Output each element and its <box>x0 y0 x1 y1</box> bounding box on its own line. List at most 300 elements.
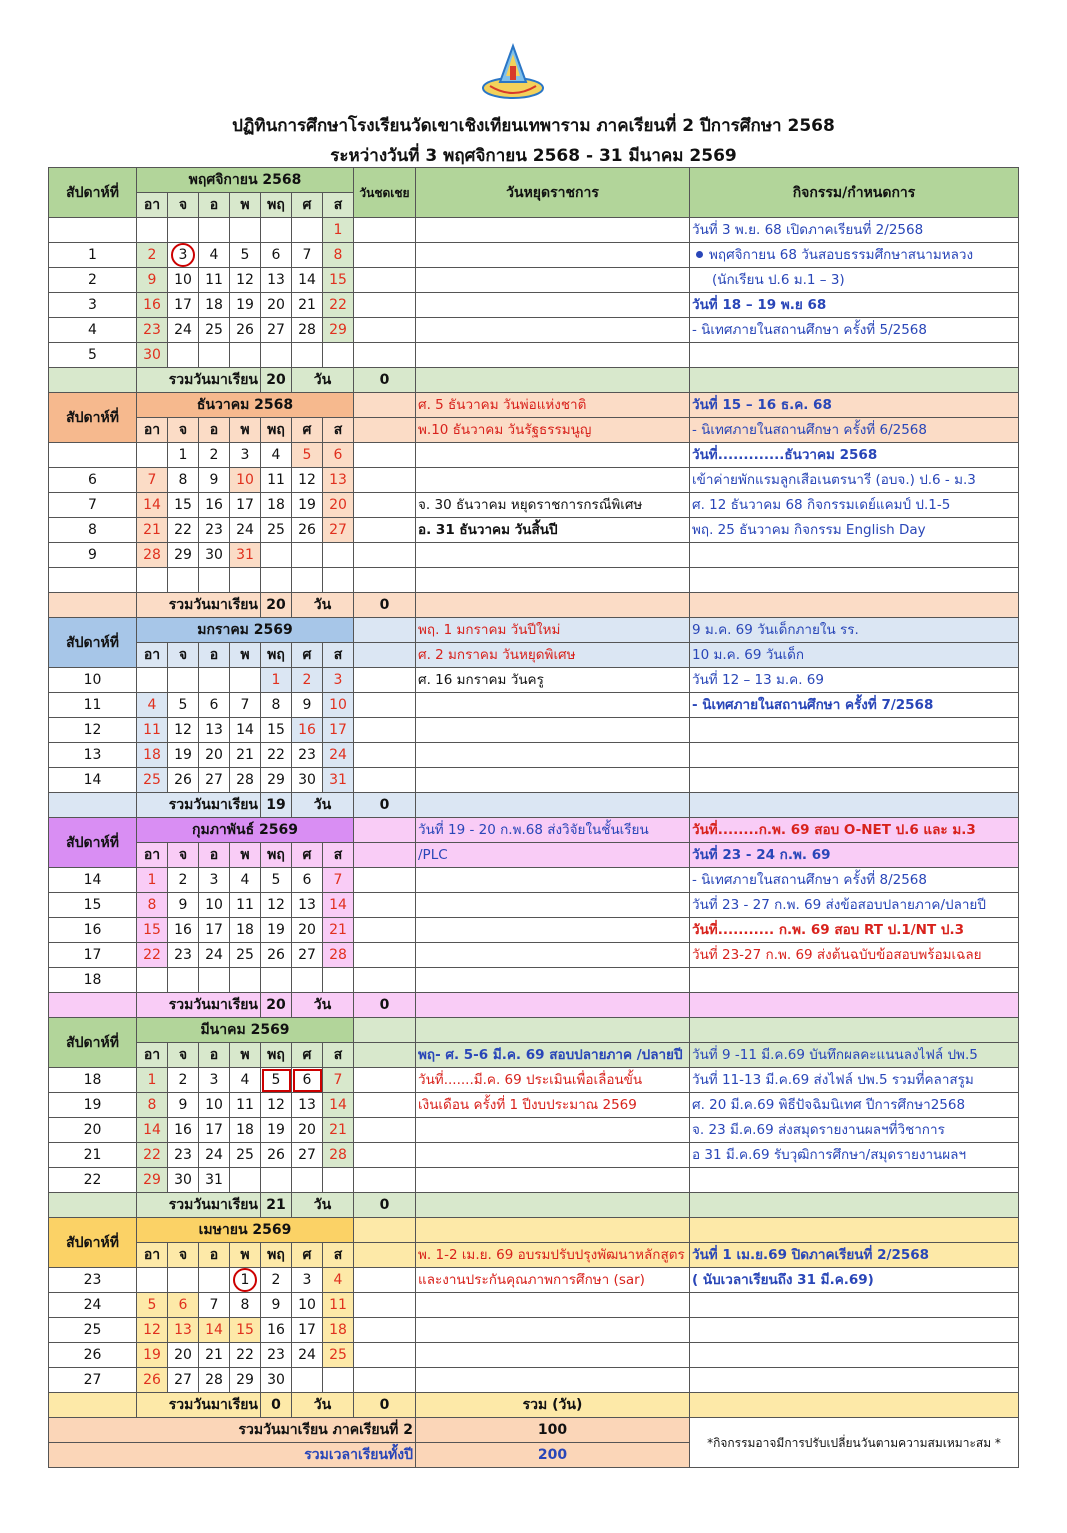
day-name: อ <box>199 1243 230 1268</box>
day-name: พฤ <box>261 418 292 443</box>
activity-text <box>690 1343 1019 1368</box>
activity-text: วันที่........ก.พ. 69 สอบ O-NET ป.6 และ ม.3 <box>690 818 1019 843</box>
date-cell: 11 <box>137 718 168 743</box>
sum-unit: วัน <box>292 993 354 1018</box>
date-cell: 5 <box>230 243 261 268</box>
date-cell <box>168 243 199 268</box>
date-cell: 10 <box>323 693 354 718</box>
date-cell: 25 <box>230 943 261 968</box>
date-cell: 3 <box>230 443 261 468</box>
date-cell: 10 <box>230 468 261 493</box>
date-cell <box>323 343 354 368</box>
week-row <box>49 868 1019 893</box>
day-name: จ <box>168 843 199 868</box>
date-cell: 30 <box>261 1368 292 1393</box>
date-cell <box>230 568 261 593</box>
date-cell: 14 <box>199 1318 230 1343</box>
holiday-text <box>416 893 690 918</box>
activity-text: วันที่ 1 เม.ย.69 ปิดภาคเรียนที่ 2/2568 <box>690 1243 1019 1268</box>
day-name: ส <box>323 1043 354 1068</box>
sum-value: 21 <box>261 1193 292 1218</box>
week-number: 26 <box>49 1343 137 1368</box>
date-cell: 28 <box>292 318 323 343</box>
holiday-text: ศ. 16 มกราคม วันครู <box>416 668 690 693</box>
date-cell: 14 <box>230 718 261 743</box>
date-cell: 5 <box>137 1293 168 1318</box>
day-name: พฤ <box>261 1043 292 1068</box>
term-total-row <box>49 1418 1019 1443</box>
holiday-text <box>416 318 690 343</box>
date-cell: 27 <box>323 518 354 543</box>
date-cell: 27 <box>168 1368 199 1393</box>
activity-text: พฤ. 25 ธันวาคม กิจกรรม English Day <box>690 518 1019 543</box>
week-header: สัปดาห์ที่ <box>49 393 137 443</box>
date-cell <box>230 218 261 243</box>
week-row <box>49 893 1019 918</box>
sum-activity-blank <box>690 1393 1019 1418</box>
activity-text <box>690 968 1019 993</box>
date-cell: 23 <box>261 1343 292 1368</box>
date-cell: 20 <box>323 493 354 518</box>
date-cell: 22 <box>323 293 354 318</box>
makeup-cell <box>354 543 416 568</box>
total-days-label: รวม (วัน) <box>416 1393 690 1418</box>
holiday-text <box>416 1293 690 1318</box>
week-row <box>49 443 1019 468</box>
makeup-cell <box>354 393 416 418</box>
date-cell: 21 <box>137 518 168 543</box>
date-cell <box>261 568 292 593</box>
sum-holiday-blank <box>416 593 690 618</box>
week-header: สัปดาห์ที่ <box>49 818 137 868</box>
makeup-cell <box>354 1368 416 1393</box>
activity-text: ศ. 20 มี.ค.69 พิธีปัจฉิมนิเทศ ปีการศึกษา2568 <box>690 1093 1019 1118</box>
date-cell: 29 <box>168 543 199 568</box>
makeup-cell <box>354 1118 416 1143</box>
makeup-cell <box>354 493 416 518</box>
date-cell: 24 <box>199 1143 230 1168</box>
date-cell <box>168 343 199 368</box>
date-cell <box>230 968 261 993</box>
date-cell: 4 <box>230 1068 261 1093</box>
day-name: อา <box>137 418 168 443</box>
date-cell: 14 <box>137 1118 168 1143</box>
sum-label: รวมวันมาเรียน <box>137 993 261 1018</box>
week-header: สัปดาห์ที่ <box>49 1018 137 1068</box>
date-cell: 14 <box>323 1093 354 1118</box>
date-cell: 15 <box>137 918 168 943</box>
bullet-icon <box>696 251 703 258</box>
week-number: 22 <box>49 1168 137 1193</box>
date-cell: 18 <box>323 1318 354 1343</box>
week-number <box>49 568 137 593</box>
date-cell <box>292 343 323 368</box>
date-cell <box>199 968 230 993</box>
date-cell: 17 <box>199 1118 230 1143</box>
date-cell: 24 <box>323 743 354 768</box>
holiday-text: พ.10 ธันวาคม วันรัฐธรรมนูญ <box>416 418 690 443</box>
activity-text <box>690 1368 1019 1393</box>
week-number: 5 <box>49 343 137 368</box>
date-cell: 26 <box>230 318 261 343</box>
activity-text: วันที่ 18 – 19 พ.ย 68 <box>690 293 1019 318</box>
date-cell: 4 <box>323 1268 354 1293</box>
hours-label: รวมเวลาเรียนทั้งปี <box>49 1443 416 1468</box>
date-cell: 6 <box>168 1293 199 1318</box>
makeup-total: 0 <box>354 1193 416 1218</box>
sum-activity-blank <box>690 593 1019 618</box>
day-name: ส <box>323 643 354 668</box>
holiday-text: ศ. 2 มกราคม วันหยุดพิเศษ <box>416 643 690 668</box>
week-row <box>49 1093 1019 1118</box>
activity-text: วันที่........... ก.พ. 69 สอบ RT ป.1/NT ป.3 <box>690 918 1019 943</box>
activity-text: (นักเรียน ป.6 ม.1 – 3) <box>690 268 1019 293</box>
date-cell: 31 <box>230 543 261 568</box>
sum-holiday-blank <box>416 1193 690 1218</box>
makeup-cell <box>354 1243 416 1268</box>
date-cell: 25 <box>261 518 292 543</box>
day-name: ศ <box>292 418 323 443</box>
activity-text: 9 ม.ค. 69 วันเด็กภายใน รร. <box>690 618 1019 643</box>
activity-text: วันที่.............ธันวาคม 2568 <box>690 443 1019 468</box>
week-number: 21 <box>49 1143 137 1168</box>
sum-label: รวมวันมาเรียน <box>137 1193 261 1218</box>
date-cell <box>199 1268 230 1293</box>
week-row <box>49 1293 1019 1318</box>
day-name: พฤ <box>261 643 292 668</box>
date-cell: 12 <box>261 893 292 918</box>
date-cell: 24 <box>230 518 261 543</box>
date-cell: 11 <box>230 893 261 918</box>
day-name: จ <box>168 643 199 668</box>
date-cell: 23 <box>199 518 230 543</box>
makeup-cell <box>354 1068 416 1093</box>
makeup-cell <box>354 768 416 793</box>
makeup-cell <box>354 1293 416 1318</box>
makeup-cell <box>354 943 416 968</box>
date-cell <box>323 568 354 593</box>
holiday-text <box>416 468 690 493</box>
activity-text <box>690 768 1019 793</box>
holiday-text: พฤ- ศ. 5-6 มี.ค. 69 สอบปลายภาค /ปลายปี <box>416 1043 690 1068</box>
day-name: จ <box>168 418 199 443</box>
makeup-cell <box>354 818 416 843</box>
week-row <box>49 1343 1019 1368</box>
makeup-cell <box>354 318 416 343</box>
date-cell: 11 <box>199 268 230 293</box>
holiday-text <box>416 268 690 293</box>
week-number: 20 <box>49 1118 137 1143</box>
date-cell: 28 <box>323 943 354 968</box>
activity-text: วันที่ 15 – 16 ธ.ค. 68 <box>690 393 1019 418</box>
week-row <box>49 1268 1019 1293</box>
day-name: อา <box>137 843 168 868</box>
week-row <box>49 268 1019 293</box>
date-cell <box>168 668 199 693</box>
date-cell: 11 <box>261 468 292 493</box>
date-cell: 21 <box>323 918 354 943</box>
holiday-header: วันหยุดราชการ <box>416 168 690 218</box>
holiday-text <box>416 1118 690 1143</box>
sum-label: รวมวันมาเรียน <box>137 793 261 818</box>
date-cell: 3 <box>199 1068 230 1093</box>
week-row <box>49 243 1019 268</box>
date-cell: 30 <box>137 343 168 368</box>
holiday-text <box>416 743 690 768</box>
date-cell: 3 <box>292 1268 323 1293</box>
week-header: สัปดาห์ที่ <box>49 1218 137 1268</box>
january-header-row <box>49 618 1019 643</box>
makeup-cell <box>354 1143 416 1168</box>
date-cell: 8 <box>230 1293 261 1318</box>
sum-unit: วัน <box>292 793 354 818</box>
week-row <box>49 918 1019 943</box>
date-cell: 25 <box>137 768 168 793</box>
date-cell: 21 <box>230 743 261 768</box>
activity-text <box>690 1168 1019 1193</box>
date-cell <box>292 543 323 568</box>
sum-blank <box>49 793 137 818</box>
week-row <box>49 543 1019 568</box>
date-cell: 2 <box>168 1068 199 1093</box>
date-cell: 15 <box>168 493 199 518</box>
date-cell: 11 <box>323 1293 354 1318</box>
month-title-november: พฤศจิกายน 2568 <box>137 168 354 193</box>
sum-activity-blank <box>690 368 1019 393</box>
week-number: 19 <box>49 1093 137 1118</box>
sum-activity-blank <box>690 993 1019 1018</box>
day-name: ศ <box>292 1043 323 1068</box>
day-name: จ <box>168 1243 199 1268</box>
sum-unit: วัน <box>292 1193 354 1218</box>
date-cell: 20 <box>292 918 323 943</box>
holiday-text <box>416 218 690 243</box>
month-title-march: มีนาคม 2569 <box>137 1018 354 1043</box>
date-cell <box>292 1368 323 1393</box>
date-cell: 30 <box>292 768 323 793</box>
date-cell <box>137 968 168 993</box>
makeup-total: 0 <box>354 593 416 618</box>
week-row <box>49 568 1019 593</box>
date-cell <box>168 218 199 243</box>
day-name: พฤ <box>261 843 292 868</box>
date-cell: 16 <box>292 718 323 743</box>
holiday-text <box>416 1018 690 1043</box>
activity-text: - นิเทศภายในสถานศึกษา ครั้งที่ 7/2568 <box>690 693 1019 718</box>
week-number: 3 <box>49 293 137 318</box>
makeup-cell <box>354 693 416 718</box>
day-name: ศ <box>292 1243 323 1268</box>
week-row <box>49 1168 1019 1193</box>
activity-text <box>690 718 1019 743</box>
day-name: อ <box>199 643 230 668</box>
date-cell: 2 <box>292 668 323 693</box>
date-cell: 19 <box>261 918 292 943</box>
date-cell: 26 <box>261 1143 292 1168</box>
makeup-cell <box>354 218 416 243</box>
makeup-cell <box>354 618 416 643</box>
day-name: ส <box>323 843 354 868</box>
date-cell: 30 <box>199 543 230 568</box>
week-row <box>49 343 1019 368</box>
week-number: 16 <box>49 918 137 943</box>
makeup-total: 0 <box>354 793 416 818</box>
makeup-cell <box>354 518 416 543</box>
makeup-cell <box>354 1093 416 1118</box>
day-name: ส <box>323 1243 354 1268</box>
day-name: ศ <box>292 843 323 868</box>
week-row <box>49 468 1019 493</box>
sum-holiday-blank <box>416 368 690 393</box>
february-days-row <box>49 843 1019 868</box>
term-total-label: รวมวันมาเรียน ภาคเรียนที่ 2 <box>49 1418 416 1443</box>
date-cell: 20 <box>261 293 292 318</box>
date-cell <box>199 568 230 593</box>
activity-text: วันที่ 23-27 ก.พ. 69 ส่งต้นฉบับข้อสอบพร้อมเฉลย <box>690 943 1019 968</box>
holiday-text <box>416 1318 690 1343</box>
sum-holiday-blank <box>416 793 690 818</box>
sum-label: รวมวันมาเรียน <box>137 1393 261 1418</box>
date-cell <box>292 568 323 593</box>
week-number: 10 <box>49 668 137 693</box>
school-logo <box>478 42 548 104</box>
week-number: 9 <box>49 543 137 568</box>
week-row <box>49 1368 1019 1393</box>
date-cell: 12 <box>230 268 261 293</box>
makeup-cell <box>354 418 416 443</box>
date-cell: 27 <box>199 768 230 793</box>
week-row <box>49 718 1019 743</box>
date-cell: 20 <box>168 1343 199 1368</box>
week-row <box>49 943 1019 968</box>
date-cell <box>230 1168 261 1193</box>
week-number: 12 <box>49 718 137 743</box>
makeup-cell <box>354 1168 416 1193</box>
date-cell: 13 <box>261 268 292 293</box>
date-cell: 16 <box>137 293 168 318</box>
date-cell: 16 <box>168 918 199 943</box>
date-cell <box>323 968 354 993</box>
week-number: 14 <box>49 868 137 893</box>
date-cell: 31 <box>323 768 354 793</box>
day-name: ศ <box>292 193 323 218</box>
makeup-cell <box>354 243 416 268</box>
week-row <box>49 293 1019 318</box>
day-name: พฤ <box>261 1243 292 1268</box>
week-number: 14 <box>49 768 137 793</box>
holiday-text <box>416 1143 690 1168</box>
date-cell: 28 <box>323 1143 354 1168</box>
sum-unit: วัน <box>292 368 354 393</box>
date-cell: 21 <box>199 1343 230 1368</box>
makeup-cell <box>354 1043 416 1068</box>
date-cell: 17 <box>292 1318 323 1343</box>
date-cell <box>168 568 199 593</box>
date-cell: 10 <box>292 1293 323 1318</box>
holiday-text <box>416 343 690 368</box>
activity-text <box>690 543 1019 568</box>
holiday-text: จ. 30 ธันวาคม หยุดราชการกรณีพิเศษ <box>416 493 690 518</box>
activity-text: ( นับเวลาเรียนถึง 31 มี.ค.69) <box>690 1268 1019 1293</box>
day-name: จ <box>168 193 199 218</box>
date-cell: 26 <box>137 1368 168 1393</box>
date-cell: 14 <box>292 268 323 293</box>
sum-value: 20 <box>261 993 292 1018</box>
holiday-text <box>416 718 690 743</box>
week-number <box>49 218 137 243</box>
sum-value: 0 <box>261 1393 292 1418</box>
holiday-text <box>416 868 690 893</box>
december-sum-row <box>49 593 1019 618</box>
date-cell: 10 <box>168 268 199 293</box>
date-cell: 12 <box>137 1318 168 1343</box>
activity-text <box>690 1293 1019 1318</box>
date-cell: 13 <box>292 893 323 918</box>
date-cell: 13 <box>199 718 230 743</box>
holiday-text <box>416 1168 690 1193</box>
date-cell: 11 <box>230 1093 261 1118</box>
date-cell: 19 <box>261 1118 292 1143</box>
highlighted-date: 3 <box>171 243 195 267</box>
day-name: ส <box>323 193 354 218</box>
november-sum-row <box>49 368 1019 393</box>
day-name: พ <box>230 1043 261 1068</box>
date-cell <box>168 968 199 993</box>
date-cell <box>261 968 292 993</box>
makeup-cell <box>354 343 416 368</box>
activity-text: เข้าค่ายพักแรมลูกเสือเนตรนารี (อบจ.) ป.6 - ม.3 <box>690 468 1019 493</box>
date-cell <box>199 343 230 368</box>
makeup-cell <box>354 293 416 318</box>
date-cell: 21 <box>292 293 323 318</box>
holiday-text: /PLC <box>416 843 690 868</box>
activity-text: จ. 23 มี.ค.69 ส่งสมุดรายงานผลฯที่วิชาการ <box>690 1118 1019 1143</box>
date-cell: 1 <box>137 868 168 893</box>
date-cell: 26 <box>261 943 292 968</box>
date-cell: 16 <box>199 493 230 518</box>
date-cell: 5 <box>261 1068 292 1093</box>
date-cell: 27 <box>292 943 323 968</box>
activity-text <box>690 343 1019 368</box>
day-name: พ <box>230 1243 261 1268</box>
date-cell: 28 <box>199 1368 230 1393</box>
holiday-text <box>416 1218 690 1243</box>
day-name: อ <box>199 843 230 868</box>
makeup-cell <box>354 1318 416 1343</box>
date-cell: 16 <box>261 1318 292 1343</box>
holiday-text: พ. 1-2 เม.ย. 69 อบรมปรับปรุงพัฒนาหลักสูตร <box>416 1243 690 1268</box>
holiday-text: วันที่.......มี.ค. 69 ประเมินเพื่อเลื่อนขั้น <box>416 1068 690 1093</box>
sum-blank <box>49 993 137 1018</box>
date-cell: 19 <box>137 1343 168 1368</box>
activity-text: 10 ม.ค. 69 วันเด็ก <box>690 643 1019 668</box>
day-name: ส <box>323 418 354 443</box>
date-cell: 5 <box>168 693 199 718</box>
week-number: 1 <box>49 243 137 268</box>
date-cell <box>230 343 261 368</box>
date-cell <box>323 543 354 568</box>
month-title-february: กุมภาพันธ์ 2569 <box>137 818 354 843</box>
week-number: 27 <box>49 1368 137 1393</box>
holiday-text <box>416 443 690 468</box>
week-number: 2 <box>49 268 137 293</box>
date-cell <box>292 1168 323 1193</box>
date-cell: 17 <box>230 493 261 518</box>
week-number: 6 <box>49 468 137 493</box>
date-cell: 10 <box>199 893 230 918</box>
day-name: พฤ <box>261 193 292 218</box>
date-cell <box>230 668 261 693</box>
